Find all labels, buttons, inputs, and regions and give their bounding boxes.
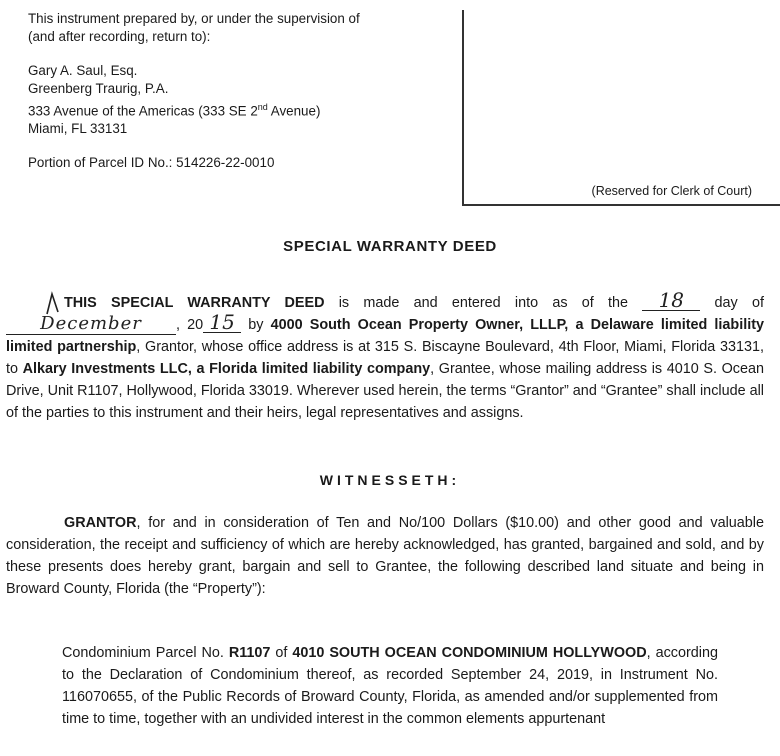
parcel-id: Portion of Parcel ID No.: 514226-22-0010	[28, 155, 275, 171]
condominium-name: 4010 SOUTH OCEAN CONDOMINIUM HOLLYWOOD	[292, 645, 647, 661]
handwritten-month: December	[6, 316, 176, 335]
preparer-city: Miami, FL 33131	[28, 121, 128, 137]
legal-description	[62, 642, 718, 730]
legal-text-2: of	[270, 645, 293, 661]
deed-lead: THIS SPECIAL WARRANTY DEED	[64, 295, 325, 311]
preparer-name: Gary A. Saul, Esq.	[28, 63, 138, 78]
preparer-address-prefix: 333 Avenue of the Americas (333 SE 2	[28, 103, 258, 119]
preparer-intro-line2: (and after recording, return to):	[28, 29, 211, 44]
handwritten-year: 15	[203, 314, 241, 333]
preparer-firm: Greenberg Traurig, P.A.	[28, 81, 169, 96]
document-title: SPECIAL WARRANTY DEED	[283, 238, 497, 255]
clerk-reserved-box	[462, 10, 780, 206]
grantee-name: Alkary Investments LLC, a Florida limited liability company	[22, 361, 431, 377]
grant-text: , for and in consideration of Ten and No/100 Dollars ($10.00) and other good and valuable consideration, the receipt and sufficiency of which are hereby acknowledged, has granted, bargained and sold, and by these presents does hereby grant, bargain and sell to Grantee, the following described land situate and being in Broward County, Florida (the “Property”):	[6, 515, 764, 597]
deed-text-2: day of	[700, 295, 764, 311]
deed-text-4: by	[241, 317, 271, 333]
deed-text-6: , Grantee, whose mailing address is 4010 S. Ocean Drive, Unit R1107, Hollywood, Florida 33019. Wherever used herein, the terms “Grantor” and “Grantee” shall include all of the parties to this instrument and their heirs, legal representatives and assigns.	[6, 361, 765, 421]
unit-number: R1107	[228, 645, 271, 661]
grant-lead: GRANTOR	[64, 515, 137, 531]
grantor-name: 4000 South Ocean Property Owner, LLLP, a Delaware limited liability limited partnership	[6, 317, 764, 355]
handwritten-day: 18	[642, 292, 700, 311]
preparer-address-sup: nd	[257, 102, 268, 112]
deed-paragraph	[6, 288, 765, 424]
preparer-block	[28, 10, 448, 172]
deed-text-1: is made and entered into as of the	[324, 295, 643, 311]
preparer-address-suffix: Avenue)	[267, 103, 321, 119]
witnesseth-heading: WITNESSETH:	[319, 472, 461, 488]
clerk-reserved-label: (Reserved for Clerk of Court)	[591, 184, 752, 198]
preparer-intro-line1: This instrument prepared by, or under the supervision of	[28, 11, 360, 26]
preparer-address	[28, 98, 448, 120]
deed-text-3: , 20	[176, 317, 204, 333]
grant-paragraph	[6, 512, 764, 600]
legal-text-3: , according to the Declaration of Condominium thereof, as recorded September 24, 2019, in Instrument No. 116070655, of the Public Records of Broward County, Florida, as amended and/or supplemented from time to time, together with an undivided interest in the common elements appurtenant	[62, 645, 718, 727]
legal-text-1: Condominium Parcel No.	[62, 645, 229, 661]
deed-text-5: , Grantor, whose office address is at 315 S. Biscayne Boulevard, 4th Floor, Miami, Florida 33131, to	[6, 339, 764, 377]
